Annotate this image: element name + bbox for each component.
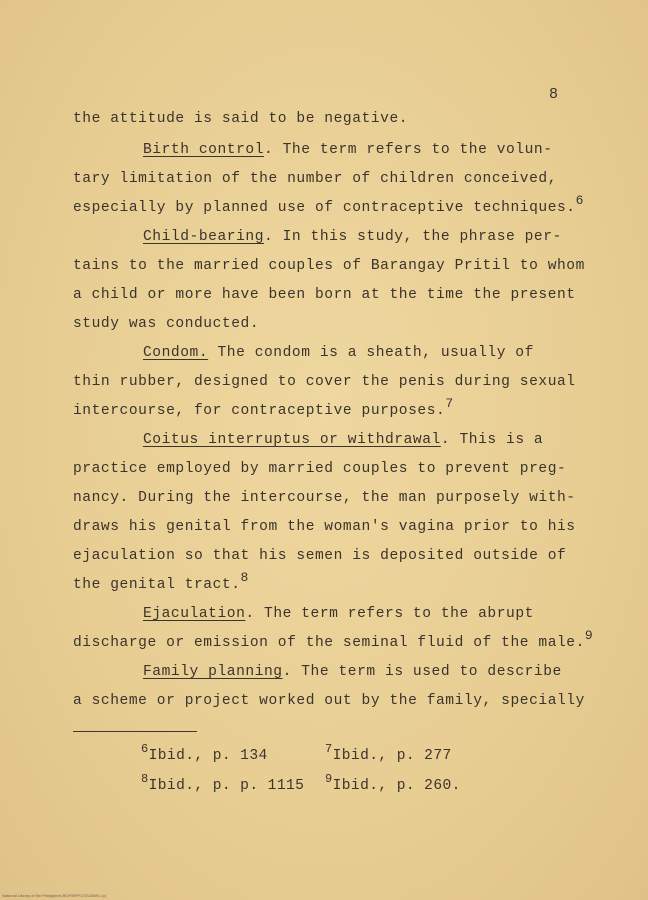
term-heading: Family planning — [143, 664, 283, 680]
footnote-9: $^9$Ibid., p. 260. — [325, 772, 461, 794]
footnote-6: $^6$Ibid., p. 134 — [141, 742, 268, 764]
text-line: tary limitation of the number of children conceived, — [73, 171, 557, 187]
term-child-bearing: Child-bearing. In this study, the phrase per- — [143, 229, 562, 245]
text-line: the attitude is said to be negative. — [73, 111, 409, 127]
term-heading: Child-bearing — [143, 229, 264, 245]
footnote-8: $^8$Ibid., p. p. 1115 — [141, 772, 305, 794]
term-coitus-interruptus: Coitus interruptus or withdrawal. This is a — [143, 432, 544, 448]
text-line: thin rubber, designed to cover the penis during sexual — [73, 374, 576, 390]
page-number: 8 — [549, 86, 559, 103]
term-ejaculation: Ejaculation. The term refers to the abrupt — [143, 606, 534, 622]
footnote-ref: 7 — [445, 396, 454, 411]
footnote-divider — [73, 731, 197, 732]
text-line: draws his genital from the woman's vagina prior to his — [73, 519, 576, 535]
term-heading: Condom. — [143, 345, 209, 361]
term-birth-control: Birth control. The term refers to the volun- — [143, 142, 553, 158]
text-line: nancy. During the intercourse, the man purposely with- — [73, 490, 576, 506]
footnote-ref: 6 — [575, 193, 584, 208]
term-condom: Condom. The condom is a sheath, usually of — [143, 345, 534, 361]
term-family-planning: Family planning. The term is used to describe — [143, 664, 562, 680]
text-line: a scheme or project worked out by the family, specially — [73, 693, 585, 709]
text-line: especially by planned use of contraceptive techniques.$^6$ — [73, 193, 584, 216]
footnote-ref: 9 — [584, 628, 594, 643]
text-line: a child or more have been born at the time the present — [73, 287, 576, 303]
footnote-ref: 8 — [240, 570, 249, 585]
text-line: the genital tract.$^8$ — [73, 570, 249, 593]
text-line: intercourse, for contraceptive purposes.$^7$ — [73, 396, 454, 419]
archive-footer: National Library of the Philippines BOF09FF17011B691 (c) — [2, 893, 107, 898]
term-heading: Coitus interruptus or withdrawal — [143, 432, 441, 448]
text-line: study was conducted. — [73, 316, 260, 332]
term-heading: Birth control — [143, 142, 264, 158]
text-line: ejaculation so that his semen is deposited outside of — [73, 548, 567, 564]
text-line: practice employed by married couples to prevent preg- — [73, 461, 567, 477]
text-line: discharge or emission of the seminal fluid of the male.$^9$ — [73, 628, 594, 651]
text-line: tains to the married couples of Barangay Pritil to whom — [73, 258, 585, 274]
term-heading: Ejaculation — [143, 606, 246, 622]
footnote-7: $^7$Ibid., p. 277 — [325, 742, 452, 764]
